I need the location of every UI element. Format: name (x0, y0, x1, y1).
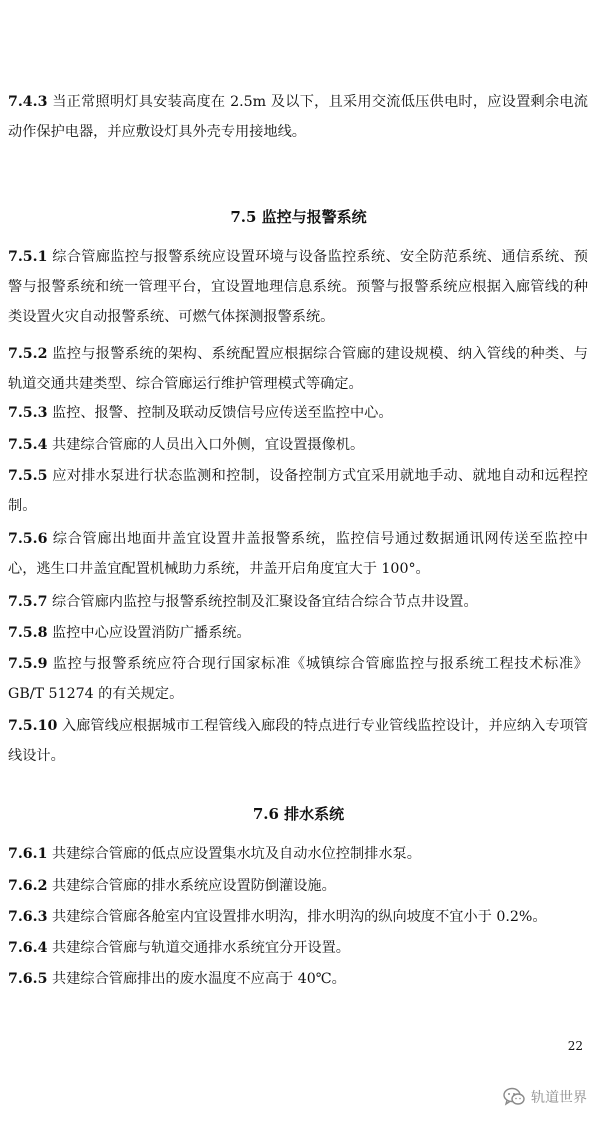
clause-text: 共建综合管廊的低点应设置集水坑及自动水位控制排水泵。 (47, 846, 421, 862)
watermark-text: 轨道世界 (531, 1090, 587, 1106)
clause-number: 7.5.10 (8, 718, 58, 734)
clause-text: 共建综合管廊排出的废水温度不应高于 40℃。 (47, 971, 346, 987)
clause-7-4-3 (8, 87, 588, 147)
clause-7-5-3 (8, 398, 588, 428)
clause-7-5-5 (8, 461, 588, 521)
clause-number: 7.5.3 (8, 405, 48, 421)
clause-text: 监控中心应设置消防广播系统。 (47, 625, 251, 641)
clause-7-6-4 (8, 933, 588, 963)
clause-number: 7.5.9 (8, 656, 48, 672)
clause-7-5-2 (8, 339, 588, 399)
clause-number: 7.6.4 (8, 940, 48, 956)
clause-7-5-8 (8, 618, 588, 648)
clause-number: 7.5.6 (8, 531, 48, 547)
watermark (503, 1084, 587, 1110)
clause-number: 7.5.1 (8, 249, 48, 265)
clause-text: 综合管廊出地面井盖宜设置井盖报警系统，监控信号通过数据通讯网传送至监控中心，逃生口井盖宜配置机械助力系统，井盖开启角度宜大于 100°。 (8, 531, 588, 577)
clause-7-5-10 (8, 711, 588, 771)
clause-number: 7.5.4 (8, 437, 48, 453)
clause-text: 综合管廊监控与报警系统应设置环境与设备监控系统、安全防范系统、通信系统、预警与报警系统和统一管理平台，宜设置地理信息系统。预警与报警系统应根据入廊管线的种类设置火灾自动报警系统、可燃气体探测报警系统。 (8, 249, 588, 325)
clause-number: 7.5.7 (8, 594, 48, 610)
page-number: 22 (567, 1039, 583, 1053)
clause-number: 7.5.2 (8, 346, 48, 362)
clause-number: 7.5.8 (8, 625, 48, 641)
clause-7-6-3 (8, 902, 588, 932)
clause-number: 7.5.5 (8, 468, 48, 484)
wechat-icon (503, 1087, 525, 1107)
clause-number: 7.6.2 (8, 878, 48, 894)
clause-number: 7.4.3 (8, 94, 48, 110)
clause-text: 共建综合管廊各舱室内宜设置排水明沟，排水明沟的纵向坡度不宜小于 0.2%。 (47, 909, 547, 925)
clause-7-6-2 (8, 871, 588, 901)
clause-7-6-5 (8, 964, 588, 994)
section-heading-7-5: 7.5 监控与报警系统 (230, 208, 367, 226)
clause-7-5-1 (8, 242, 588, 332)
clause-text: 入廊管线应根据城市工程管线入廊段的特点进行专业管线监控设计，并应纳入专项管线设计。 (8, 718, 588, 764)
clause-text: 共建综合管廊的人员出入口外侧，宜设置摄像机。 (47, 437, 365, 453)
clause-7-5-6 (8, 524, 588, 584)
clause-number: 7.6.1 (8, 846, 48, 862)
clause-7-6-1 (8, 839, 588, 869)
section-heading-7-6: 7.6 排水系统 (252, 805, 345, 823)
clause-7-5-4 (8, 430, 588, 460)
clause-text: 监控与报警系统应符合现行国家标准《城镇综合管廊监控与报系统工程技术标准》GB/T 51274 的有关规定。 (8, 656, 588, 702)
clause-text: 共建综合管廊与轨道交通排水系统宜分开设置。 (47, 940, 350, 956)
clause-text: 监控、报警、控制及联动反馈信号应传送至监控中心。 (47, 405, 393, 421)
clause-text: 综合管廊内监控与报警系统控制及汇聚设备宜结合综合节点井设置。 (47, 594, 478, 610)
clause-text: 应对排水泵进行状态监测和控制，设备控制方式宜采用就地手动、就地自动和远程控制。 (8, 468, 588, 514)
clause-text: 共建综合管廊的排水系统应设置防倒灌设施。 (47, 878, 336, 894)
clause-text: 当正常照明灯具安装高度在 2.5m 及以下，且采用交流低压供电时，应设置剩余电流动作保护电器，并应敷设灯具外壳专用接地线。 (8, 94, 588, 140)
clause-text: 监控与报警系统的架构、系统配置应根据综合管廊的建设规模、纳入管线的种类、与轨道交通共建类型、综合管廊运行维护管理模式等确定。 (8, 346, 588, 392)
clause-7-5-7 (8, 587, 588, 617)
clause-7-5-9 (8, 649, 588, 709)
clause-number: 7.6.3 (8, 909, 48, 925)
clause-number: 7.6.5 (8, 971, 48, 987)
